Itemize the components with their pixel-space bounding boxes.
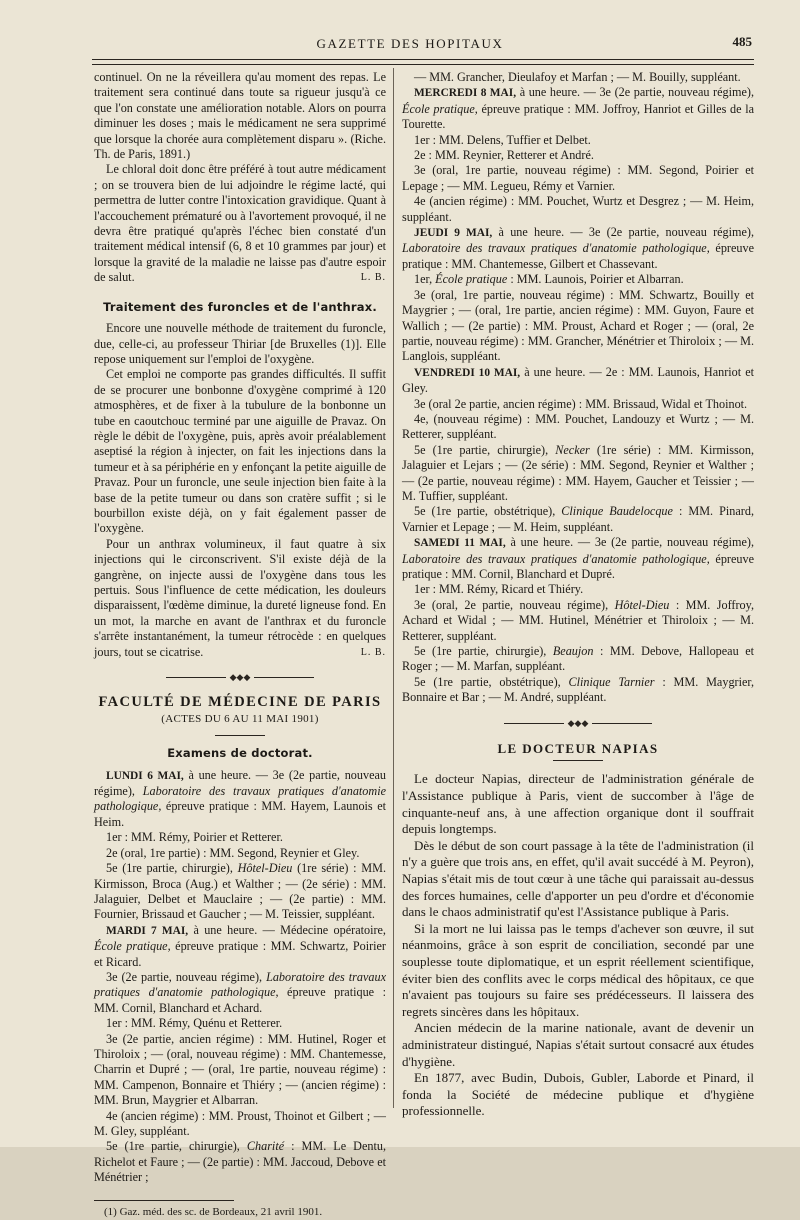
exam-entry: 3e (2e partie, ancien régime) : MM. Hutinel, Roger et Thiroloix ; — (oral, nouveau régime) : MM. Chantemesse, Charrin et Dupré ; — (oral, 1re partie, nouveau régime) : MM. Campenon, Bonnaire et Thiéry ; — (ancien régime) : MM. Brun, Maygrier et Albarran. (94, 1031, 386, 1108)
exam-entry: 3e (2e partie, nouveau régime), Laboratoire des travaux pratiques d'anatomie pathologique, épreuve pratique : MM. Cornil, Blanchard et Achard. (94, 969, 387, 1015)
section-separator: ◆◆◆ (94, 670, 386, 685)
column-divider (393, 68, 394, 1108)
exam-entry: JEUDI 9 MAI, à une heure. — 3e (2e partie, nouveau régime), Laboratoire des travaux pratiques d'anatomie pathologique, épreuve pratique : MM. Chantemesse, Gilbert et Chassevant. (402, 225, 755, 271)
exam-entry: 5e (1re partie, chirurgie), Beaujon : MM. Debove, Hallopeau et Roger ; — M. Marfan, suppléant. (402, 644, 754, 674)
footnote-rule (94, 1200, 234, 1201)
paragraph: continuel. On ne la réveillera qu'au moment des repas. Le traitement sera continué dans toute sa rigueur jusqu'à ce que l'on constate une amélioration notable. Alors on pourra diminuer les doses ; mais le médicament ne sera supprimé que lorsque la chorée aura complètement disparu ». (Riche. Th. de Paris, 1891.) (94, 70, 386, 162)
right-column (402, 70, 754, 1120)
exam-entry: — MM. Grancher, Dieulafoy et Marfan ; — M. Bouilly, suppléant. (414, 70, 741, 84)
exam-entry: LUNDI 6 MAI, à une heure. — 3e (2e partie, nouveau régime), Laboratoire des travaux pratiques d'anatomie pathologique, épreuve pratique : MM. Hayem, Launois et Heim. (94, 767, 386, 829)
exam-entry: 3e (oral, 2e partie, nouveau régime), Hôtel-Dieu : MM. Joffroy, Achard et Widal ; — MM. Hutinel, Ménétrier et Thiroloix ; — M. Retterer, suppléant. (402, 597, 754, 643)
exam-entry: 5e (1re partie, obstétrique), Clinique Baudelocque : MM. Pinard, Varnier et Lepage ; — M. Heim, suppléant. (402, 504, 754, 534)
article-title-furoncles: Traitement des furoncles et de l'anthrax. (103, 299, 377, 314)
author-initials: L. B. (360, 646, 386, 658)
paragraph: Pour un anthrax volumineux, il faut quatre à six injections qui le circonscrivent. S'il existe déjà de la gangrène, on injecte aussi de l'oxygène dans tous les pertuis. Sous l'influence de cette médication, les douleurs disparaissent, l'œdème diminue, la dureté ligneuse fond. En un mot, la marche en avant de l'anthrax et du furoncle s'arrête instantanément, la tumeur rétrocède : en quelques jours, tout se cicatrise. L. B. (94, 536, 386, 659)
obituary-title: LE DOCTEUR NAPIAS (497, 741, 659, 757)
running-head (0, 36, 800, 56)
exam-entry: 2e : MM. Reynier, Retterer et André. (414, 148, 594, 163)
exam-title: Examens de doctorat. (167, 746, 313, 761)
exam-entry: 1er : MM. Rémy, Quénu et Retterer. (106, 1016, 283, 1031)
paragraph: Cet emploi ne comporte pas grandes difficultés. Il suffit de se procurer une bonbonne d'oxygène comprimé à 120 atmosphères, et de fixer à la tubulure de la bonbonne un tube en caoutchouc terminé par une aiguille de Pravaz. On règle le débit de l'oxygène, puis, après avoir préalablement aseptisé la région à injecter, on fait les injections dans la tumeur et à sa périphérie en y enfonçant la petite aiguille de Pravaz. Pour un furoncle, une seule injection bien faite à la base de la petite tumeur ou dans son cratère suffit ; si le bourbillon existe déjà, on y fait également passer de l'oxygène. (94, 367, 386, 536)
exam-entry: 1er : MM. Delens, Tuffier et Delbet. (414, 132, 591, 147)
exam-entry: 1er, École pratique : MM. Launois, Poirier et Albarran. (414, 272, 684, 287)
journal-title: GAZETTE DES HOPITAUX (316, 36, 504, 51)
exam-entry: 5e (1re partie, chirurgie), Necker (1re série) : MM. Kirmisson, Jalaguier et Lejars ; — (2e série) : MM. Segond, Reynier et Walther ; — (2e partie, nouveau régime) : MM. Hayem, Gaucher et Teissier ; — M. Tuffier, suppléant. (402, 442, 754, 503)
exam-entry: 3e (oral, 1re partie, nouveau régime) : MM. Segond, Poirier et Lepage ; — MM. Legueu, Rémy et Varnier. (402, 163, 754, 193)
author-initials: L. B. (360, 272, 386, 284)
title-rule (553, 760, 603, 761)
paragraph: Dès le début de son court passage à la tête de l'administration (il n'y a guère que trois ans, en effet, qu'il avait succédé à M. Peyron), Napias s'était mis de tout cœur à une tâche qui paraissait au-dessus des forces humaines, celle d'apporter un peu d'ordre et d'économie dans le chaos administratif qu'est l'Assistance publique à Paris. (402, 837, 754, 920)
exam-entry: 3e (oral, 1re partie, nouveau régime) : MM. Schwartz, Bouilly et Maygrier ; — (oral, 1re partie, ancien régime) : MM. Guyon, Faure et Wallich ; — (2e partie) : MM. Proust, Achard et Roger ; — (oral, 2e partie, nouveau régime) : MM. Grancher, Ménétrier et Thiroloix ; — M. Langlois, suppléant. (402, 287, 754, 364)
footnote: (1) Gaz. méd. des sc. de Bordeaux, 21 avril 1901. (104, 1205, 323, 1218)
paragraph: En 1877, avec Budin, Dubois, Gubler, Laborde et Pinard, il fonda la Société de médecine publique et d'hygiène professionnelle. (402, 1070, 754, 1119)
exam-entry: MERCREDI 8 MAI, à une heure. — 3e (2e partie, nouveau régime), École pratique, épreuve pratique : MM. Joffroy, Hanriot et Gilles de la Tourette. (402, 85, 755, 132)
exam-entry: 3e (oral 2e partie, ancien régime) : MM. Brissaud, Widal et Thoinot. (414, 396, 748, 411)
exam-entry: 5e (1re partie, chirurgie), Charité : MM. Le Dentu, Richelot et Faure ; — (2e partie) : MM. Jaccoud, Debove et Ménétrier ; (94, 1139, 386, 1185)
subtitle-rule (215, 735, 265, 736)
paragraph: Le docteur Napias, directeur de l'administration générale de l'Assistance publique à Paris, vient de succomber à l'âge de cinquante-neuf ans, à une affection organique dont il souffrait depuis longtemps. (402, 771, 754, 837)
page-number: 485 (732, 34, 752, 49)
exam-entry: 5e (1re partie, chirurgie), Hôtel-Dieu (1re série) : MM. Kirmisson, Broca (Aug.) et Walther ; — (2e série) : MM. Jalaguier, Delbet et Mauclaire ; — (2e partie) : MM. Fournier, Brissaud et Gaucher ; — M. Teissier, suppléant. (94, 861, 386, 922)
exam-entry: 4e, (nouveau régime) : MM. Pouchet, Landouzy et Wurtz ; — M. Retterer, suppléant. (402, 411, 754, 442)
paragraph: Le chloral doit donc être préféré à tout autre médicament ; on se trouvera bien de lui adjoindre le régime lacté, qui permettra de lutter contre l'intoxication gravidique. Quant à l'accouchement prématuré ou à l'avortement provoqué, il ne devra être pratiqué qu'après l'échec bien constaté d'un traitement médical intensif (6, 8 et 10 grammes par jour) et lorsque la gravité de la maladie ne laisse pas d'autre espoir de salut. L. B. (94, 162, 386, 285)
section-separator: ◆◆◆ (402, 716, 754, 731)
exam-entry: 1er : MM. Rémy, Ricard et Thiéry. (414, 582, 584, 597)
faculty-subtitle: (ACTES DU 6 AU 11 MAI 1901) (161, 712, 319, 725)
exam-entry: SAMEDI 11 MAI, à une heure. — 3e (2e partie, nouveau régime), Laboratoire des travaux pratiques d'anatomie pathologique, épreuve pratique : MM. Cornil, Blanchard et Dupré. (402, 535, 754, 581)
left-column (94, 70, 386, 1220)
exam-entry: 5e (1re partie, obstétrique), Clinique Tarnier : MM. Maygrier, Bonnaire et Bar ; — M. André, suppléant. (402, 674, 755, 705)
header-rule (92, 59, 754, 60)
exam-entry: 4e (ancien régime) : MM. Proust, Thoinot et Gilbert ; — M. Gley, suppléant. (94, 1108, 386, 1138)
exam-entry: 4e (ancien régime) : MM. Pouchet, Wurtz et Desgrez ; — M. Heim, suppléant. (402, 194, 754, 224)
exam-entry: VENDREDI 10 MAI, à une heure. — 2e : MM. Launois, Hanriot et Gley. (402, 364, 754, 396)
exam-entry: 2e (oral, 1re partie) : MM. Segond, Reynier et Gley. (106, 845, 360, 860)
exam-entry: 1er : MM. Rémy, Poirier et Retterer. (106, 830, 283, 845)
exam-entry: MARDI 7 MAI, à une heure. — Médecine opératoire, École pratique, épreuve pratique : MM. Schwartz, Poirier et Ricard. (94, 922, 386, 969)
faculty-title: FACULTÉ DE MÉDECINE DE PARIS (98, 694, 382, 711)
paragraph: Si la mort ne lui laissa pas le temps d'achever son œuvre, il sut néanmoins, grâce à son esprit de conciliation, secondé par une souplesse toute diplomatique, et un esprit réellement scientifique, éviter bien des conflits avec le corps médical des hôpitaux, ce que n'avaient pas toujours su faire ses prédécesseurs. Il laissera des regrets sincères dans les hôpitaux. (402, 920, 754, 1019)
header-rule-thin (92, 64, 754, 65)
paragraph: Encore une nouvelle méthode de traitement du furoncle, due, celle-ci, au professeur Thiriar [de Bruxelles (1)]. Elle repose uniquement sur l'emploi de l'oxygène. (94, 321, 386, 366)
paragraph: Ancien médecin de la marine nationale, avant de devenir un administrateur distingué, Napias s'était surtout consacré aux études d'hygiène. (402, 1020, 754, 1069)
